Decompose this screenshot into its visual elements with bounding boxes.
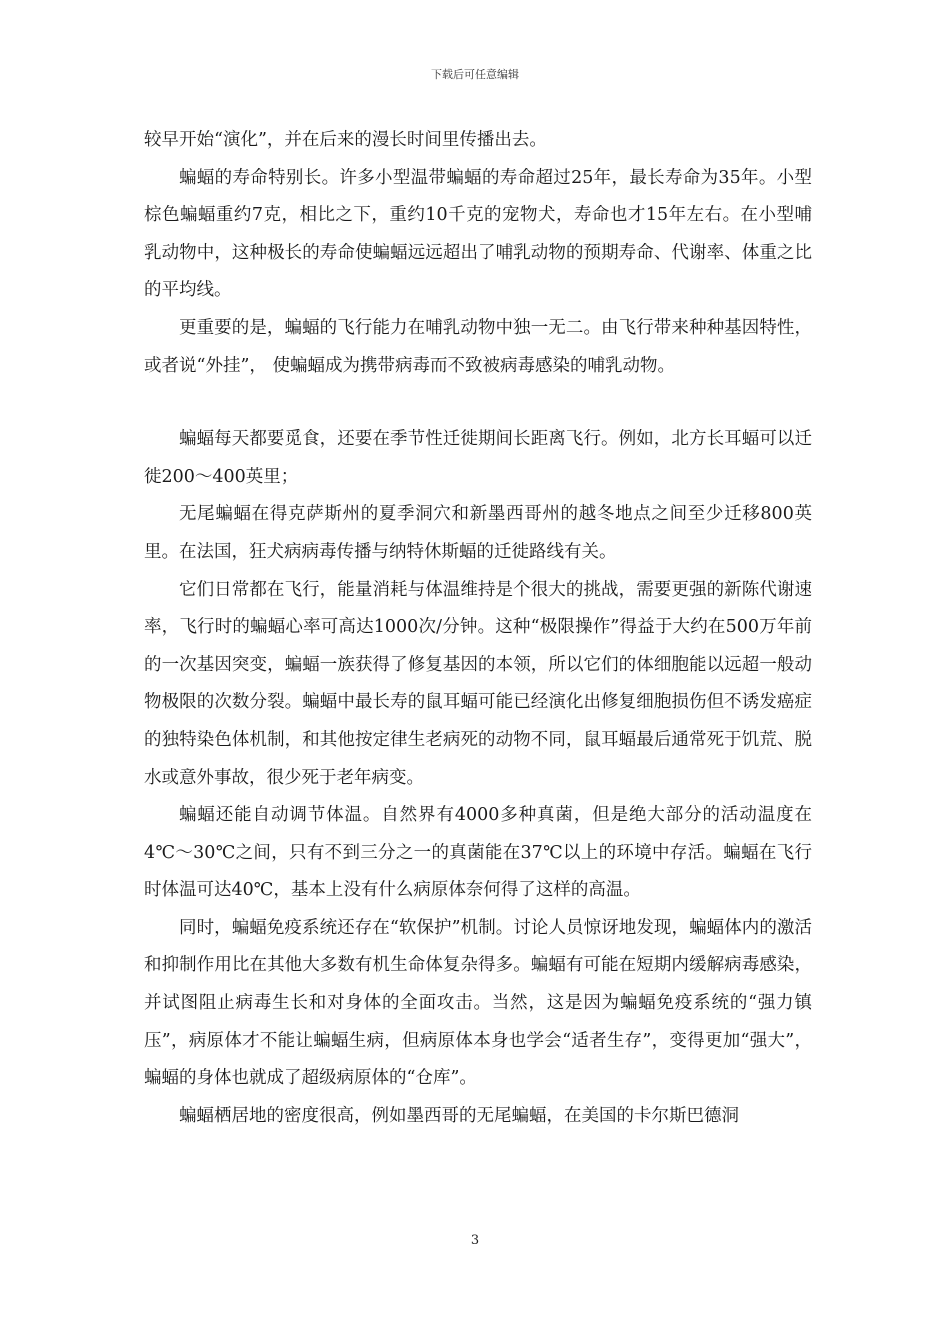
page-header: 下载后可任意编辑: [431, 68, 519, 81]
paragraph-gap: [144, 385, 812, 421]
paragraph-immune-system: 同时，蝙蝠免疫系统还存在“软保护”机制。讨论人员惊讶地发现，蝙蝠体内的激活和抑制作用比在其他大多数有机生命体复杂得多。蝙蝠有可能在短期内缓解病毒感染，并试图阻止病毒生长和对身体的全面攻击。当然，这是因为蝙蝠免疫系统的“强力镇压”，病原体才不能让蝙蝠生病，但病原体本身也学会“适者生存”，变得更加“强大”，蝙蝠的身体也就成了超级病原体的“仓库”。: [144, 917, 812, 1089]
paragraph-continuation: 较早开始“演化”，并在后来的漫长时间里传播出去。: [144, 130, 547, 150]
paragraph-habitat-density: 蝙蝠栖居地的密度很高，例如墨西哥的无尾蝙蝠，在美国的卡尔斯巴德洞: [179, 1105, 739, 1126]
paragraph-metabolism: 它们日常都在飞行，能量消耗与体温维持是个很大的挑战，需要更强的新陈代谢速率，飞行时的蝙蝠心率可高达1000次/分钟。这种“极限操作”得益于大约在500万年前的一次基因突变，蝙蝠一族获得了修复基因的本领，所以它们的体细胞能以远超一般动物极限的次数分裂。蝙蝠中最长寿的鼠耳蝠可能已经演化出修复细胞损伤但不诱发癌症的独特染色体机制，和其他按定律生老病死的动物不同，鼠耳蝠最后通常死于饥荒、脱水或意外事故，很少死于老年病变。: [144, 579, 812, 788]
page-number: 3: [470, 1233, 480, 1248]
paragraph-bat-lifespan: 蝙蝠的寿命特别长。许多小型温带蝙蝠的寿命超过25年，最长寿命为35年。小型棕色蝙蝠重约7克，相比之下，重约10千克的宠物犬，寿命也才15年左右。在小型哺乳动物中，这种极长的寿命使蝙蝠远远超出了哺乳动物的预期寿命、代谢率、体重之比的平均线。: [144, 167, 812, 301]
document-body: [144, 122, 812, 1135]
paragraph-flight-ability: 更重要的是，蝙蝠的飞行能力在哺乳动物中独一无二。由飞行带来种种基因特性，或者说“外挂”， 使蝙蝠成为携带病毒而不致被病毒感染的哺乳动物。: [144, 317, 812, 376]
paragraph-tailless-bat: 无尾蝙蝠在得克萨斯州的夏季洞穴和新墨西哥州的越冬地点之间至少迁移800英里。在法国，狂犬病病毒传播与纳特休斯蝠的迁徙路线有关。: [144, 504, 812, 562]
paragraph-body-temperature: 蝙蝠还能自动调节体温。自然界有4000多种真菌，但是绝大部分的活动温度在4℃～30℃之间，只有不到三分之一的真菌能在37℃以上的环境中存活。蝙蝠在飞行时体温可达40℃，基本上没有什么病原体奈何得了这样的高温。: [144, 805, 812, 901]
paragraph-migration: 蝙蝠每天都要觅食，还要在季节性迁徙期间长距离飞行。例如，北方长耳蝠可以迁徙200～400英里；: [144, 429, 812, 487]
